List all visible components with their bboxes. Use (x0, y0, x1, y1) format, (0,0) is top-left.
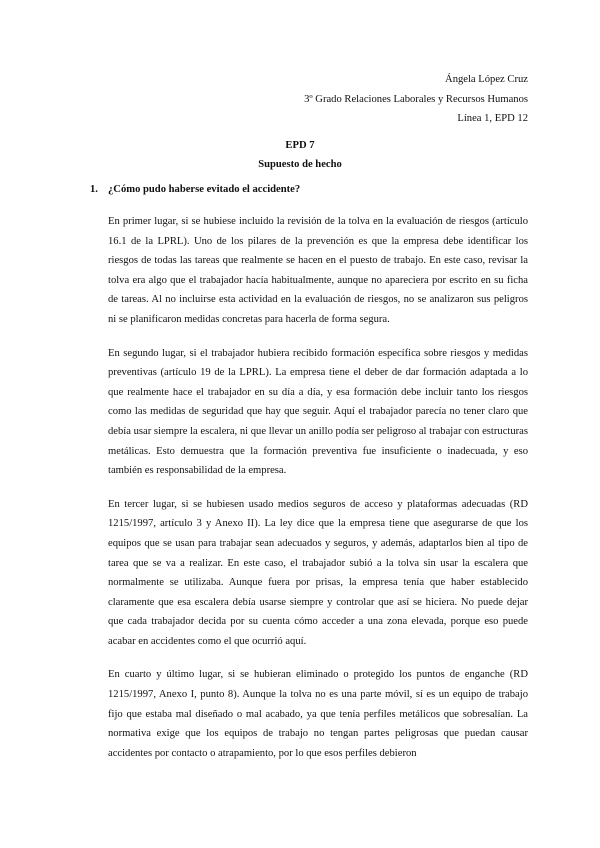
section-heading (90, 184, 300, 195)
title-sub: Supuesto de hecho (258, 159, 342, 170)
author-name: Ángela López Cruz (445, 74, 528, 85)
line-info: Línea 1, EPD 12 (457, 113, 528, 124)
paragraph-4: En cuarto y último lugar, si se hubieran eliminado o protegido los puntos de enganche (RD 1215/1997, Anexo I, punto 8). Aunque la tolva no es una parte móvil, sí es un equipo de trabajo fijo que estaba mal diseñado o mal acabado, ya que tenía perfiles metálicos que sobresalían. La normativa exige que los equipos de trabajo no tengan partes peligrosas que puedan causar accidentes por contacto o atrapamiento, por lo que esos perfiles debieron (108, 669, 528, 759)
document-header (304, 70, 528, 129)
section-number: 1. (90, 184, 98, 195)
paragraph-3: En tercer lugar, si se hubiesen usado medios seguros de acceso y plataformas adecuadas (RD 1215/1997, artículo 3 y Anexo II). La ley dice que la empresa tiene que asegurarse de que los equipos que se usan para trabajar sean adecuados y seguros, y además, adaptarlos bien al tipo de tarea que se va a realizar. En este caso, el trabajador subió a la tolva sin usar la escalera que normalmente se utilizaba. Aunque fuera por prisas, la empresa tenía que haber establecido claramente que esa escalera debía usarse siempre y controlar que así se hiciera. No puede dejar que cada trabajador decida por su cuenta cómo acceder a una zona elevada, porque eso puede acabar en accidentes como el que ocurrió aquí. (108, 498, 528, 647)
document-body (108, 212, 528, 777)
title-main: EPD 7 (285, 140, 315, 151)
section-question: ¿Cómo pudo haberse evitado el accidente? (108, 184, 301, 195)
paragraph-2: En segundo lugar, si el trabajador hubiera recibido formación específica sobre riesgos y medidas preventivas (artículo 19 de la LPRL). La empresa tiene el deber de dar formación adaptada a lo que realmente hace el trabajador en su día a día, y esa formación debe incluir tanto los riesgos como las medidas de seguridad que hay que seguir. Aquí el trabajador parecía no tener claro que debía usar siempre la escalera, ni que llevar un anillo podía ser peligroso al trabajar con estructuras metálicas. Esto demuestra que la formación preventiva fue insuficiente o inadecuada, y eso también es responsabilidad de la empresa. (108, 347, 528, 477)
degree-name: 3º Grado Relaciones Laborales y Recursos Humanos (304, 93, 528, 105)
document-title (0, 136, 600, 174)
paragraph-1: En primer lugar, si se hubiese incluido la revisión de la tolva en la evaluación de riesgos (artículo 16.1 de la LPRL). Uno de los pilares de la prevención es que la empresa debe identificar los riesgos de todas las tareas que realmente se hacen en el puesto de trabajo. En este caso, revisar la tolva era algo que el trabajador hacía habitualmente, aunque no apareciera por escrito en su ficha de tareas. Al no incluirse esta actividad en la evaluación de riesgos, no se analizaron sus peligros ni se planificaron medidas concretas para hacerla de forma segura. (108, 216, 528, 325)
